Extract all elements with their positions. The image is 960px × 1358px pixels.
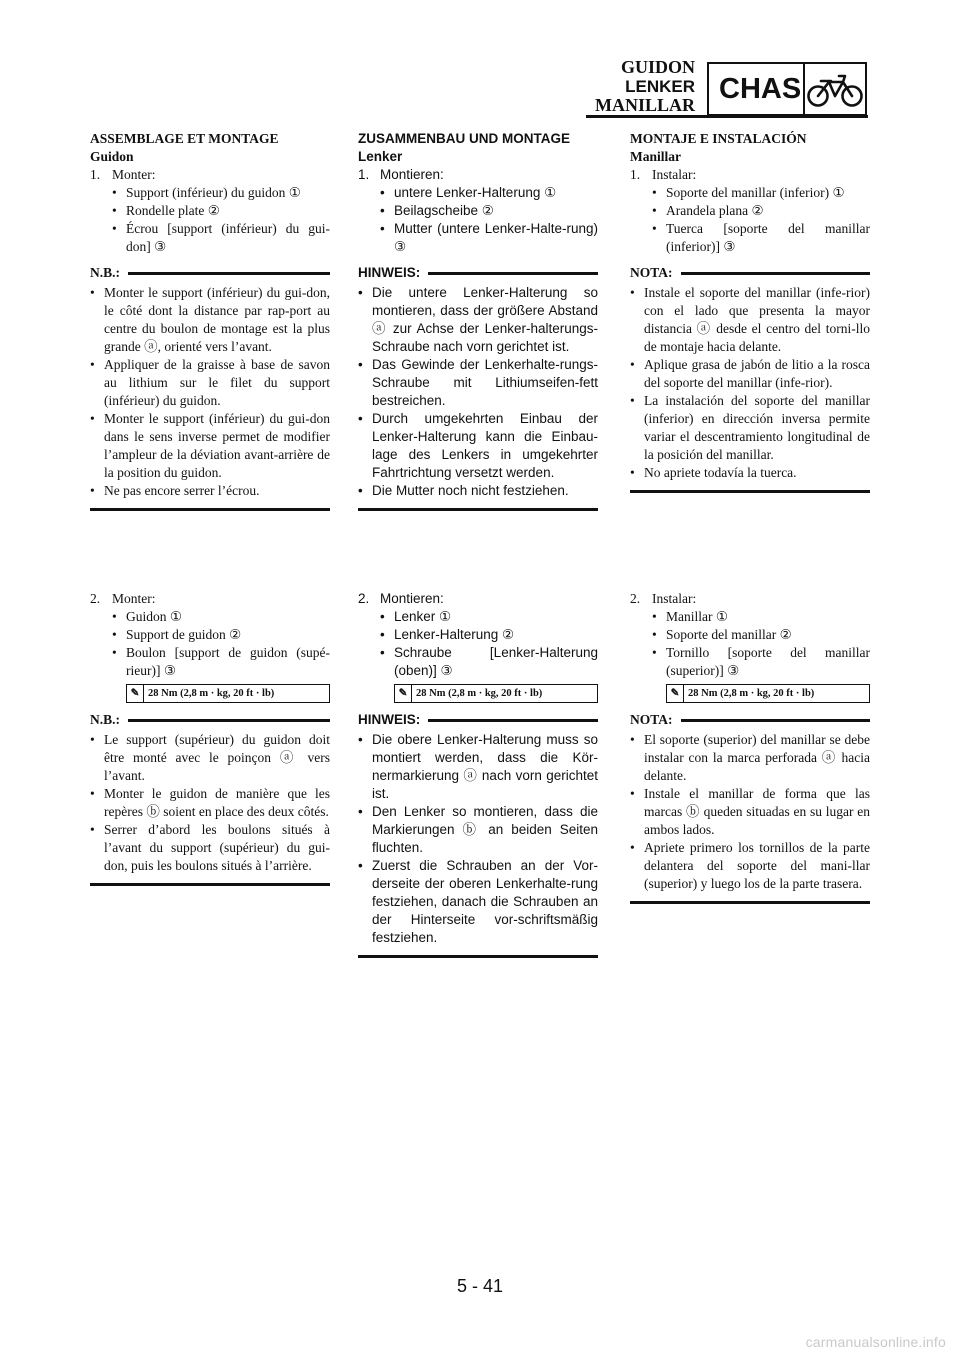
note-item: • Die obere Lenker-Halterung muss so montiert werden, dass die Kör-nermarkierung ⓐ nach vorn gerichtet ist. bbox=[358, 732, 598, 801]
note-item: • El soporte (superior) del manillar se debe instalar con la marca perforada ⓐ hacia delante. bbox=[630, 732, 870, 783]
es-step-1: 1. Instalar: bbox=[630, 167, 697, 182]
es-section-2 bbox=[630, 590, 870, 904]
list-item: • Tuerca [soporte del manillar (inferior)] ③ bbox=[652, 221, 870, 254]
fr-subheading: Guidon bbox=[90, 149, 134, 164]
list-item: • Soporte del manillar (inferior) ① bbox=[652, 185, 845, 200]
note-item: • La instalación del soporte del manillar (inferior) en dirección inversa permite variar el descentramiento longitudinal de la posición del manillar. bbox=[630, 393, 870, 462]
note-header: HINWEIS: bbox=[358, 264, 598, 282]
fr-step-1: 1. Monter: bbox=[90, 167, 156, 182]
list-item: • Arandela plana ② bbox=[652, 203, 764, 218]
note-end-rule bbox=[90, 883, 330, 886]
es-subheading: Manillar bbox=[630, 149, 681, 164]
note-header: NOTA: bbox=[630, 264, 870, 282]
de-heading: ZUSAMMENBAU UND MONTAGE bbox=[358, 131, 570, 146]
note-item: • Zuerst die Schrauben an der Vor-derseite der oberen Lenkerhalte-rung festziehen, danach die Schrauben an der Hinterseite vor-schriftsmäßig festziehen. bbox=[358, 858, 598, 945]
note-item: • Das Gewinde der Lenkerhalte-rungs-Schraube mit Lithiumseifen-fett bestreichen. bbox=[358, 357, 598, 408]
fr-section-1 bbox=[90, 130, 330, 511]
de-step-2: 2. Montieren: bbox=[358, 591, 444, 606]
list-item: • Schraube [Lenker-Halterung (oben)] ③ bbox=[380, 645, 598, 678]
note-item: • Serrer d’abord les boulons situés à l’avant du support (supérieur) du gui-don, puis les boulons situés à l’arrière. bbox=[90, 822, 330, 873]
list-item: • Tornillo [soporte del manillar (superior)] ③ bbox=[652, 645, 870, 678]
chapter-badge bbox=[707, 62, 867, 116]
torque-spec: ✎ 28 Nm (2,8 m · kg, 20 ft · lb) bbox=[394, 684, 598, 703]
de-section-1 bbox=[358, 130, 598, 511]
list-item: • Écrou [support (inférieur) du gui-don] ③ bbox=[112, 221, 330, 254]
es-heading: MONTAJE E INSTALACIÓN bbox=[630, 131, 807, 146]
torque-wrench-icon: ✎ bbox=[127, 685, 144, 702]
title-de: LENKER bbox=[625, 77, 695, 96]
title-es: MANILLAR bbox=[594, 95, 695, 115]
list-item: • Guidon ① bbox=[112, 609, 182, 624]
section-titles bbox=[595, 58, 695, 115]
note-end-rule bbox=[358, 955, 598, 958]
note-item: • Monter le support (inférieur) du gui-don, le côté dont la distance par rap-port au centre du boulon de montage est la plus grande ⓐ, orienté vers l’avant. bbox=[90, 285, 330, 354]
list-item: • Rondelle plate ② bbox=[112, 203, 220, 218]
fr-heading: ASSEMBLAGE ET MONTAGE bbox=[90, 131, 279, 146]
note-item: • Ne pas encore serrer l’écrou. bbox=[90, 483, 260, 498]
note-item: • Monter le support (inférieur) du gui-don dans le sens inverse permet de modifier l’ampleur de la déviation avant-arrière de la position du guidon. bbox=[90, 411, 330, 480]
list-item: • Lenker-Halterung ② bbox=[380, 627, 515, 642]
torque-spec: ✎ 28 Nm (2,8 m · kg, 20 ft · lb) bbox=[126, 684, 330, 703]
note-item: • Die Mutter noch nicht festziehen. bbox=[358, 483, 569, 498]
note-item: • Le support (supérieur) du guidon doit être monté avec le poinçon ⓐ vers l’avant. bbox=[90, 732, 330, 783]
de-subheading: Lenker bbox=[358, 149, 403, 164]
note-end-rule bbox=[630, 490, 870, 493]
list-item: • untere Lenker-Halterung ① bbox=[380, 185, 557, 200]
page-number: 5 - 41 bbox=[456, 1276, 504, 1296]
note-header: NOTA: bbox=[630, 711, 870, 729]
torque-wrench-icon: ✎ bbox=[395, 685, 412, 702]
note-item: • Instale el manillar de forma que las marcas ⓑ queden situadas en su lugar en ambos lados. bbox=[630, 786, 870, 837]
de-section-2 bbox=[358, 590, 598, 958]
note-end-rule bbox=[630, 901, 870, 904]
list-item: • Boulon [support de guidon (supé-rieur)] ③ bbox=[112, 645, 330, 678]
chapter-label: CHAS bbox=[719, 72, 802, 105]
list-item: • Soporte del manillar ② bbox=[652, 627, 792, 642]
note-item: • Aplique grasa de jabón de litio a la rosca del soporte del manillar (infe-rior). bbox=[630, 357, 870, 390]
note-item: • No apriete todavía la tuerca. bbox=[630, 465, 797, 480]
torque-wrench-icon: ✎ bbox=[667, 685, 684, 702]
fr-step-2: 2. Monter: bbox=[90, 591, 156, 606]
list-item: • Beilagscheibe ② bbox=[380, 203, 494, 218]
watermark: carmanualsonline.info bbox=[805, 1334, 946, 1350]
de-step-1: 1. Montieren: bbox=[358, 167, 444, 182]
list-item: • Manillar ① bbox=[652, 609, 728, 624]
title-fr: GUIDON bbox=[620, 57, 695, 77]
note-item: • Appliquer de la graisse à base de savon au lithium sur le filet du support (inférieur) du guidon. bbox=[90, 357, 330, 408]
list-item: • Support (inférieur) du guidon ① bbox=[112, 185, 301, 200]
list-item: • Support de guidon ② bbox=[112, 627, 242, 642]
list-item: • Mutter (untere Lenker-Halte-rung) ③ bbox=[380, 221, 598, 254]
note-item: • Monter le guidon de manière que les repères ⓑ soient en place des deux côtés. bbox=[90, 786, 330, 819]
note-item: • Instale el soporte del manillar (infe-rior) con el lado que presenta la mayor distancia ⓐ desde el centro del torni-llo de montaje hacia delante. bbox=[630, 285, 870, 354]
note-item: • Apriete primero los tornillos de la parte delantera del soporte del mani-llar (superior) y luego los de la parte trasera. bbox=[630, 840, 870, 891]
note-header: N.B.: bbox=[90, 711, 330, 729]
note-header: N.B.: bbox=[90, 264, 330, 282]
fr-section-2 bbox=[90, 590, 330, 886]
es-step-2: 2. Instalar: bbox=[630, 591, 697, 606]
note-item: • Den Lenker so montieren, dass die Markierungen ⓑ an beiden Seiten fluchten. bbox=[358, 804, 598, 855]
es-section-1 bbox=[630, 130, 870, 493]
note-header: HINWEIS: bbox=[358, 711, 598, 729]
list-item: • Lenker ① bbox=[380, 609, 452, 624]
motorcycle-icon bbox=[805, 69, 865, 109]
note-item: • Die untere Lenker-Halterung so montieren, dass der größere Abstand ⓐ zur Achse der Lenker-halterungs-Schraube nach vorn gerichtet ist. bbox=[358, 285, 598, 354]
note-item: • Durch umgekehrten Einbau der Lenker-Halterung kann die Einbau-lage des Lenkers in umgekehrter Fahrtrichtung versetzt werden. bbox=[358, 411, 598, 480]
torque-spec: ✎ 28 Nm (2,8 m · kg, 20 ft · lb) bbox=[666, 684, 870, 703]
note-end-rule bbox=[90, 508, 330, 511]
note-end-rule bbox=[358, 508, 598, 511]
